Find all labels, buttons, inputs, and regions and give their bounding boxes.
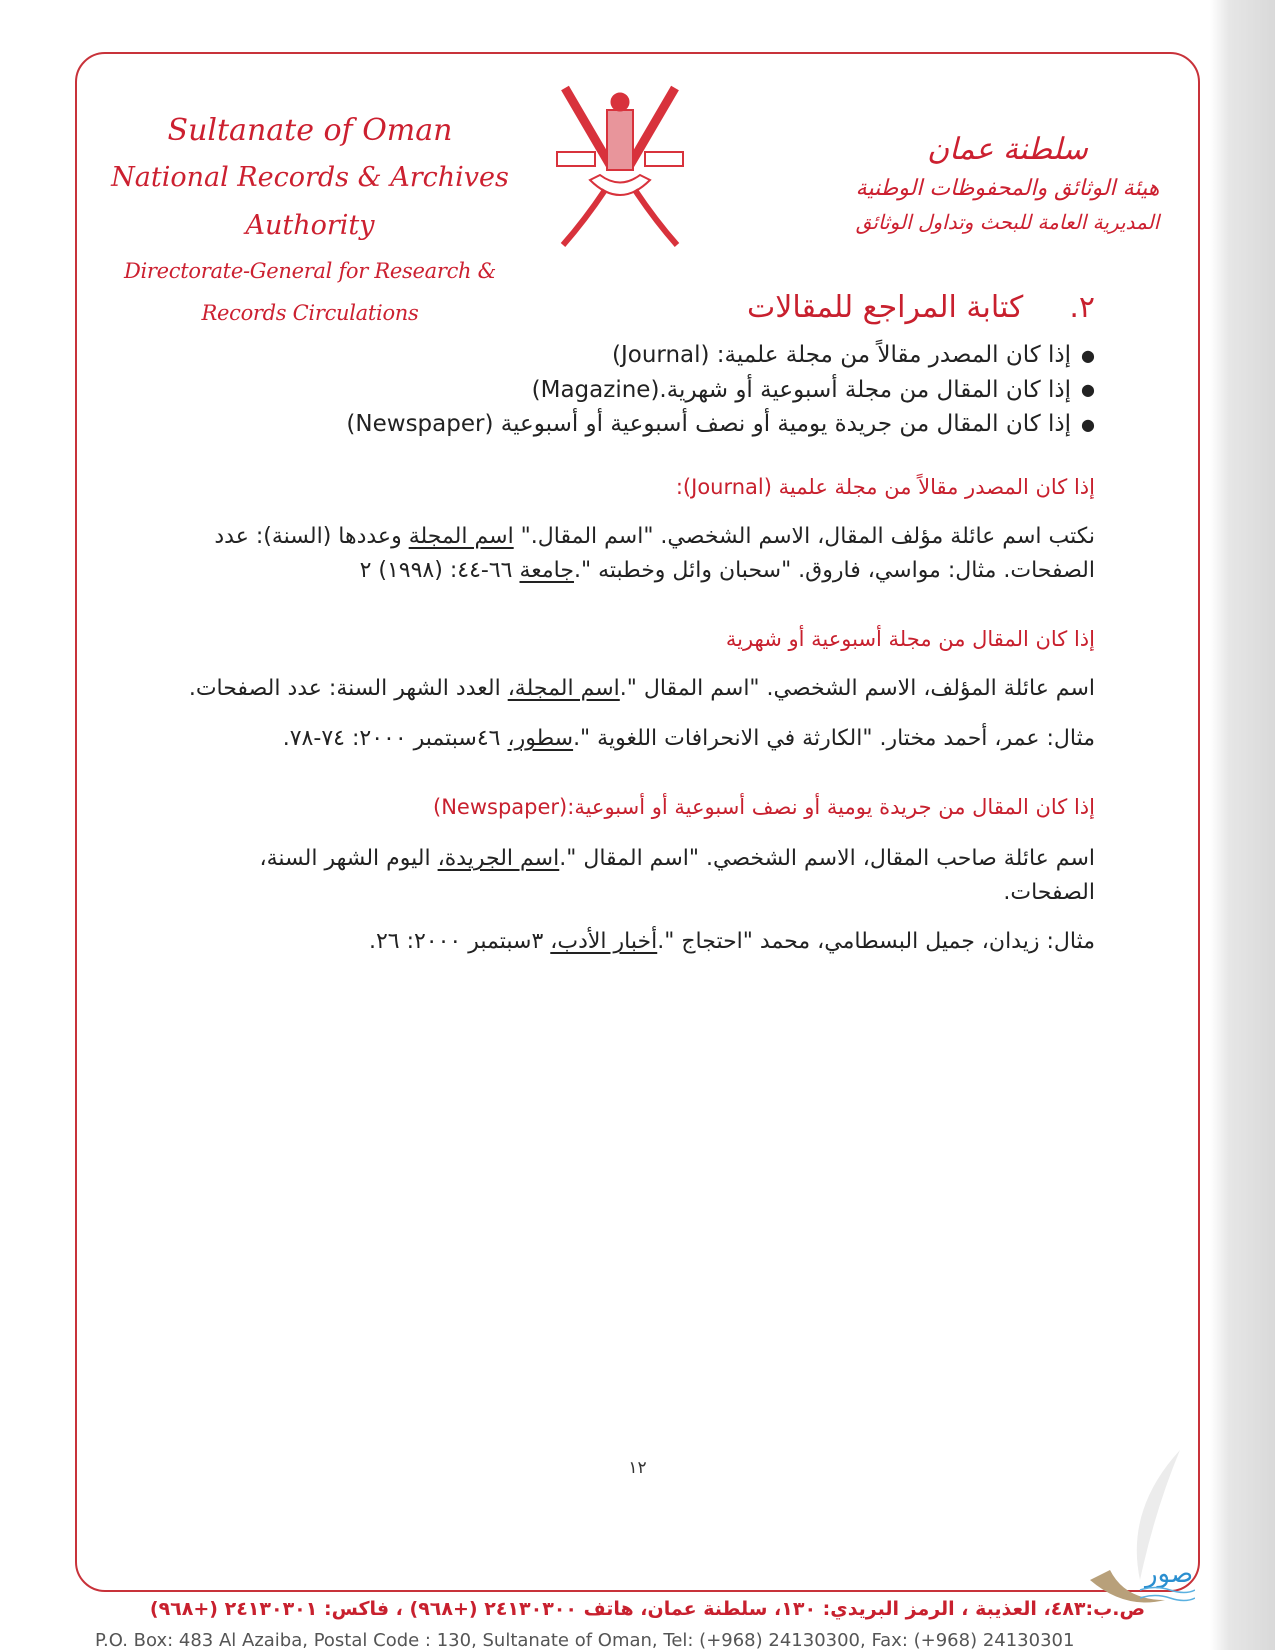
newspaper-heading: إذا كان المقال من جريدة يومية أو نصف أسبوعية أو أسبوعية:(Newspaper) [433, 795, 1095, 819]
footer-english: P.O. Box: 483 Al Azaiba, Postal Code : 130, Sultanate of Oman, Tel: (+968) 24130300, Fax: (+968) 24130301 [95, 1630, 1075, 1650]
header-en-line1: Sultanate of Oman [167, 113, 453, 148]
bullet-icon: ● [1081, 380, 1095, 399]
newspaper-example-underlined: أخبار الأدب، [550, 929, 658, 954]
section-title-text: كتابة المراجع للمقالات [747, 290, 1024, 325]
watermark-text: صور [1145, 1559, 1194, 1589]
section-number: ٢. [1069, 290, 1095, 325]
scan-edge [1210, 0, 1275, 1650]
bullet-item: ●إذا كان المقال من جريدة يومية أو نصف أسبوعية أو أسبوعية (Newspaper) [346, 411, 1095, 437]
header-ar-line3: المديرية العامة للبحث وتداول الوثائق [855, 210, 1160, 234]
magazine-example: مثال: عمر، أحمد مختار. "الكارثة في الانحرافات اللغوية ".سطور، ٤٦سبتمبر ٢٠٠٠: ٧٤-٧٨. [282, 726, 1095, 751]
bullet-item: ●إذا كان المقال من مجلة أسبوعية أو شهرية.(Magazine) [531, 376, 1095, 403]
bullet-list [170, 338, 1095, 442]
journal-name-underlined: اسم المجلة [408, 524, 514, 549]
journal-heading: إذا كان المصدر مقالاً من مجلة علمية (Journal): [675, 475, 1095, 499]
section-title [170, 290, 1095, 325]
header-en-line2: National Records & Archives Authority [111, 162, 509, 241]
header-arabic [840, 128, 1175, 238]
magazine-example-underlined: سطور، [507, 726, 574, 751]
bullet-item: ●إذا كان المصدر مقالاً من مجلة علمية: (Journal) [611, 342, 1095, 368]
magazine-heading: إذا كان المقال من مجلة أسبوعية أو شهرية [725, 627, 1095, 651]
oman-national-emblem-icon [555, 80, 685, 255]
newspaper-example: مثال: زيدان، جميل البسطامي، محمد "احتجاج ".أخبار الأدب، ٣سبتمبر ٢٠٠٠: ٢٦. [368, 929, 1095, 954]
bullet-icon: ● [1081, 345, 1095, 365]
bullet-icon: ● [1081, 414, 1095, 434]
header-ar-line1: سلطنة عمان [927, 132, 1088, 167]
journal-format: نكتب اسم عائلة مؤلف المقال، الاسم الشخصي. "اسم المقال." اسم المجلة وعددها (السنة): عدد الصفحات. مثال: مواسي، فاروق. "سحبان وائل وخطبته ".جامعة ٦٦-٤٤: (١٩٩٨) ٢ [214, 524, 1095, 583]
journal-example-underlined: جامعة [519, 558, 574, 583]
magazine-format: اسم عائلة المؤلف، الاسم الشخصي. "اسم المقال ".اسم المجلة، العدد الشهر السنة: عدد الصفحات. [188, 676, 1095, 701]
sur-logo-icon [1085, 1450, 1195, 1610]
magazine-name-underlined: اسم المجلة، [507, 676, 620, 701]
header-en-line3: Directorate-General for Research & Records Circulations [123, 259, 497, 325]
header-ar-line2: هيئة الوثائق والمحفوظات الوطنية [855, 176, 1160, 201]
newspaper-name-underlined: اسم الجريدة، [437, 846, 560, 871]
footer-arabic: ص.ب:٤٨٣، العذيبة ، الرمز البريدي: ١٣٠، سلطنة عمان، هاتف ٢٤١٣٠٣٠٠ (+٩٦٨) ، فاكس: ٢٤١٣٠٣٠١ (+٩٦٨) [149, 1598, 1145, 1620]
newspaper-format: اسم عائلة صاحب المقال، الاسم الشخصي. "اسم المقال ".اسم الجريدة، اليوم الشهر السنة، الصفحات. [259, 846, 1095, 905]
page-number: ١٢ [628, 1458, 647, 1478]
